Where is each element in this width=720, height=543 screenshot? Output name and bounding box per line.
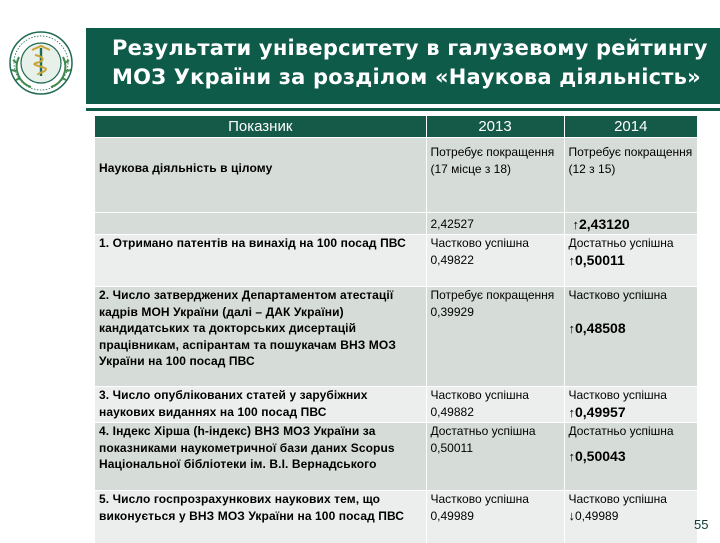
- indicator-cell: Наукова діяльність в цілому: [95, 138, 426, 213]
- indicator-cell: 3. Число опублікованих статей у зарубіжних наукових виданнях на 100 посад ПВС: [95, 387, 426, 423]
- table-row: [95, 423, 697, 491]
- title-underline: [86, 108, 720, 111]
- header-2014: 2014: [564, 116, 697, 138]
- cell-2013: 2,42527: [426, 213, 564, 235]
- university-emblem-icon: [6, 28, 76, 98]
- slide-title: [86, 28, 720, 104]
- table-row: [95, 235, 697, 287]
- cell-2014: ↑2,43120: [564, 213, 697, 235]
- table-row: [95, 213, 697, 235]
- header-indicator: Показник: [95, 116, 426, 138]
- cell-2013: Потребує покращення 0,39929: [426, 287, 564, 387]
- table-row: [95, 138, 697, 213]
- table-header-row: [95, 116, 697, 138]
- title-line-2: МОЗ України за розділом «Наукова діяльність»: [112, 65, 701, 89]
- table-row: [95, 387, 697, 423]
- page-number: 55: [694, 517, 709, 532]
- table-row: [95, 491, 697, 543]
- cell-2014: Частково успішна ↓0,49989: [564, 491, 697, 543]
- indicator-cell: 4. Індекс Хірша (h-індекс) ВНЗ МОЗ України за показниками наукометричної бази даних Scopus Національної бібліотеки ім. В.І. Вернадського: [95, 423, 426, 491]
- cell-2014: Достатньо успішна ↑0,50011: [564, 235, 697, 287]
- cell-2014: Достатньо успішна ↑0,50043: [564, 423, 697, 491]
- cell-2013: Частково успішна 0,49822: [426, 235, 564, 287]
- cell-2014: Потребує покращення (12 з 15): [564, 138, 697, 213]
- cell-2013: Частково успішна 0,49989: [426, 491, 564, 543]
- indicator-cell: 1. Отримано патентів на винахід на 100 посад ПВС: [95, 235, 426, 287]
- indicator-cell: 2. Число затверджених Департаментом атестації кадрів МОН України (далі – ДАК України) кандидатських та докторських дисертацій працівникам, аспірантам та пошукачам ВНЗ МОЗ України на 100 посад ПВС: [95, 287, 426, 387]
- cell-2013: Достатньо успішна 0,50011: [426, 423, 564, 491]
- table-row: [95, 287, 697, 387]
- cell-2013: Потребує покращення (17 місце з 18): [426, 138, 564, 213]
- header-2013: 2013: [426, 116, 564, 138]
- title-line-1: Результати університету в галузевому рейтингу: [112, 36, 708, 60]
- indicator-cell: 5. Число госпрозрахункових наукових тем, що виконується у ВНЗ МОЗ України на 100 посад ПВС: [95, 491, 426, 543]
- results-table: [95, 116, 697, 543]
- indicator-cell: [95, 213, 426, 235]
- cell-2014: Частково успішна ↑0,48508: [564, 287, 697, 387]
- cell-2013: Частково успішна 0,49882: [426, 387, 564, 423]
- cell-2014: Частково успішна ↑0,49957: [564, 387, 697, 423]
